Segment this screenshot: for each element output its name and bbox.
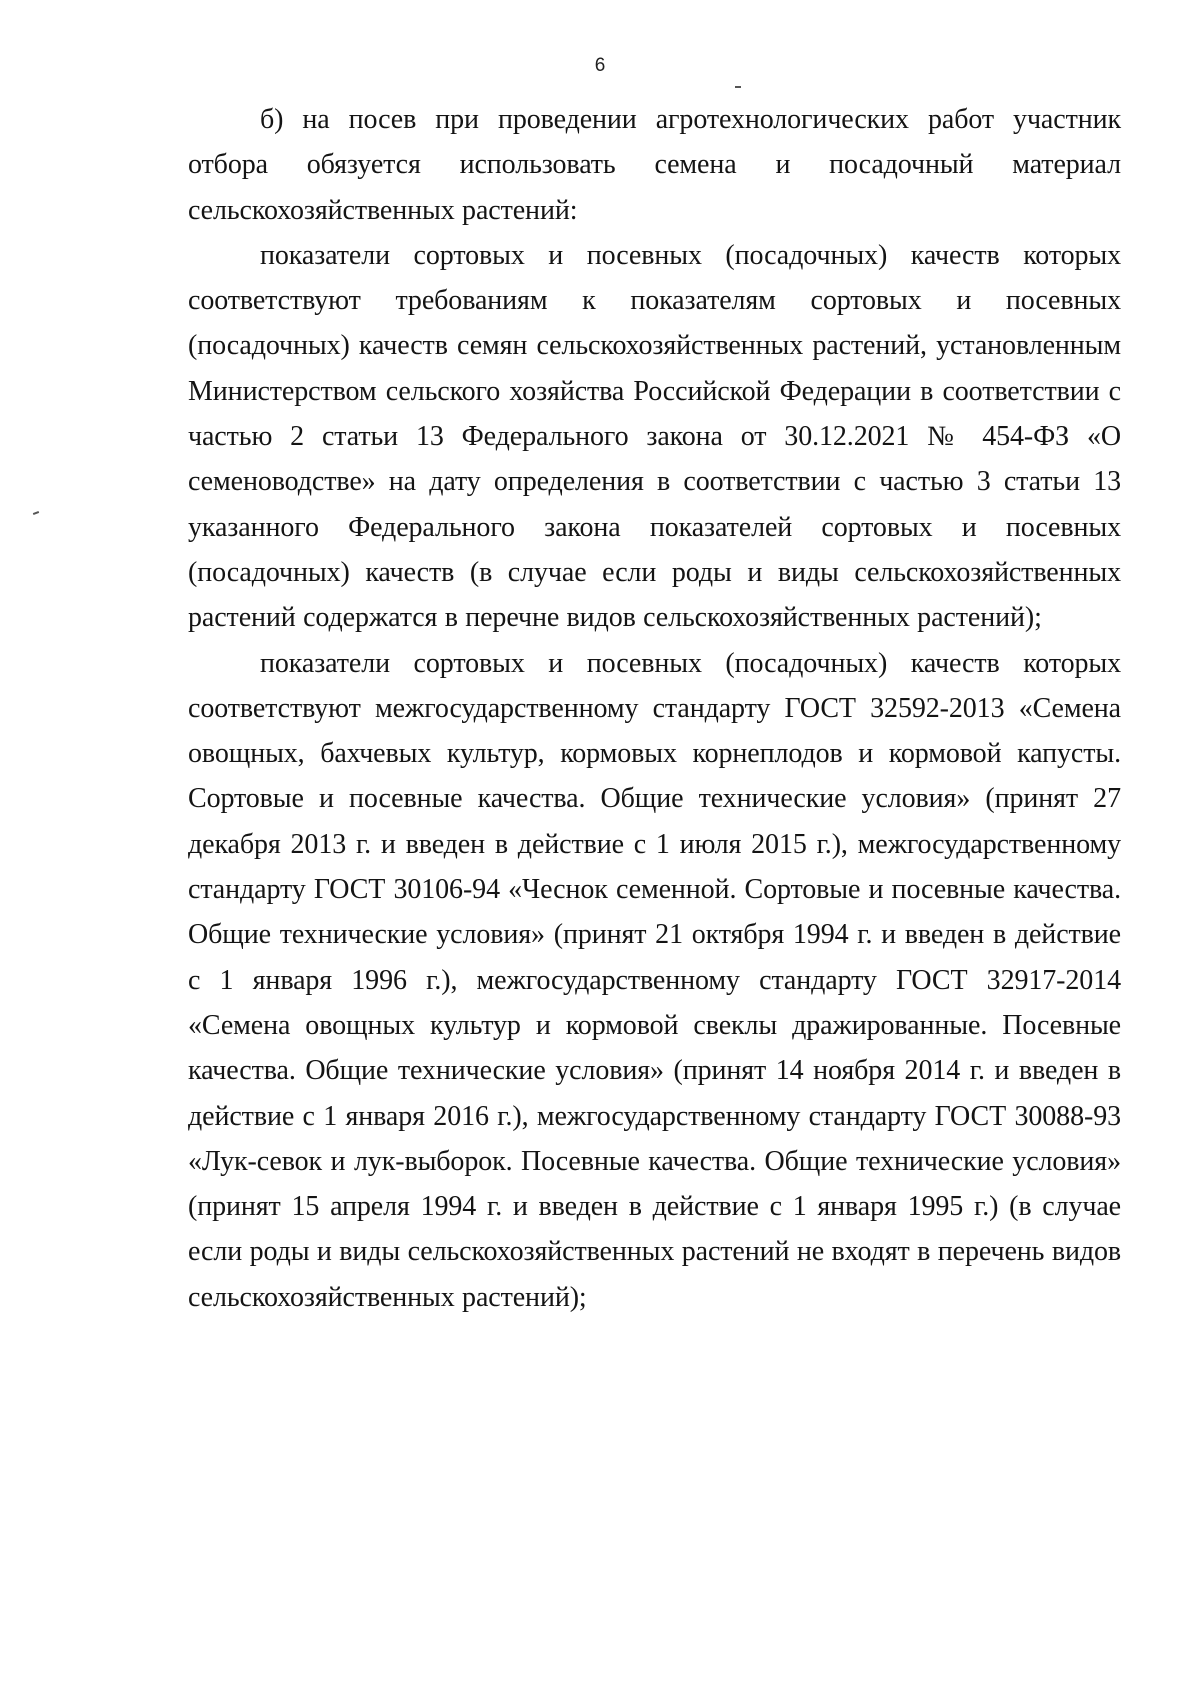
page-number: 6: [594, 55, 606, 76]
paragraph-variety-quality-ministry: показатели сортовых и посевных (посадочных) качеств которых соответствуют требованиям к показателям сортовых и посевных (посадочных) качеств семян сельскохозяйственных растений, установленным Министерством сельского хозяйства Российской Федерации в соответствии с частью 2 статьи 13 Федерального закона от 30.12.2021 № 454-ФЗ «О семеноводстве» на дату определения в соответствии с частью 3 статьи 13 указанного Федерального закона показателей сортовых и посевных (посадочных) качеств (в случае если роды и виды сельскохозяйственных растений содержатся в перечне видов сельскохозяйственных растений);: [188, 239, 1121, 634]
paragraph-variety-quality-gost: показатели сортовых и посевных (посадочных) качеств которых соответствуют межгосударственному стандарту ГОСТ 32592-2013 «Семена овощных, бахчевых культур, кормовых корнеплодов и кормовой капусты. Сортовые и посевные качества. Общие технические условия» (принят 27 декабря 2013 г. и введен в действие с 1 июля 2015 г.), межгосударственному стандарту ГОСТ 30106-94 «Чеснок семенной. Сортовые и посевные качества. Общие технические условия» (принят 21 октября 1994 г. и введен в действие с 1 января 1996 г.), межгосударственному стандарту ГОСТ 32917-2014 «Семена овощных культур и кормовой свеклы дражированные. Посевные качества. Общие технические условия» (принят 14 ноября 2014 г. и введен в действие с 1 января 2016 г.), межгосударственному стандарту ГОСТ 30088-93 «Лук-севок и лук-выборок. Посевные качества. Общие технические условия» (принят 15 апреля 1994 г. и введен в действие с 1 января 1995 г.) (в случае если роды и виды сельскохозяйственных растений не входят в перечень видов сельскохозяйственных растений);: [188, 647, 1121, 1313]
scan-mark: [735, 86, 741, 88]
paragraph-item-b: б) на посев при проведении агротехнологических работ участник отбора обязуется использовать семена и посадочный материал сельскохозяйственных растений:: [188, 104, 1121, 226]
scan-mark: [33, 511, 39, 515]
document-body: [188, 97, 1121, 1320]
